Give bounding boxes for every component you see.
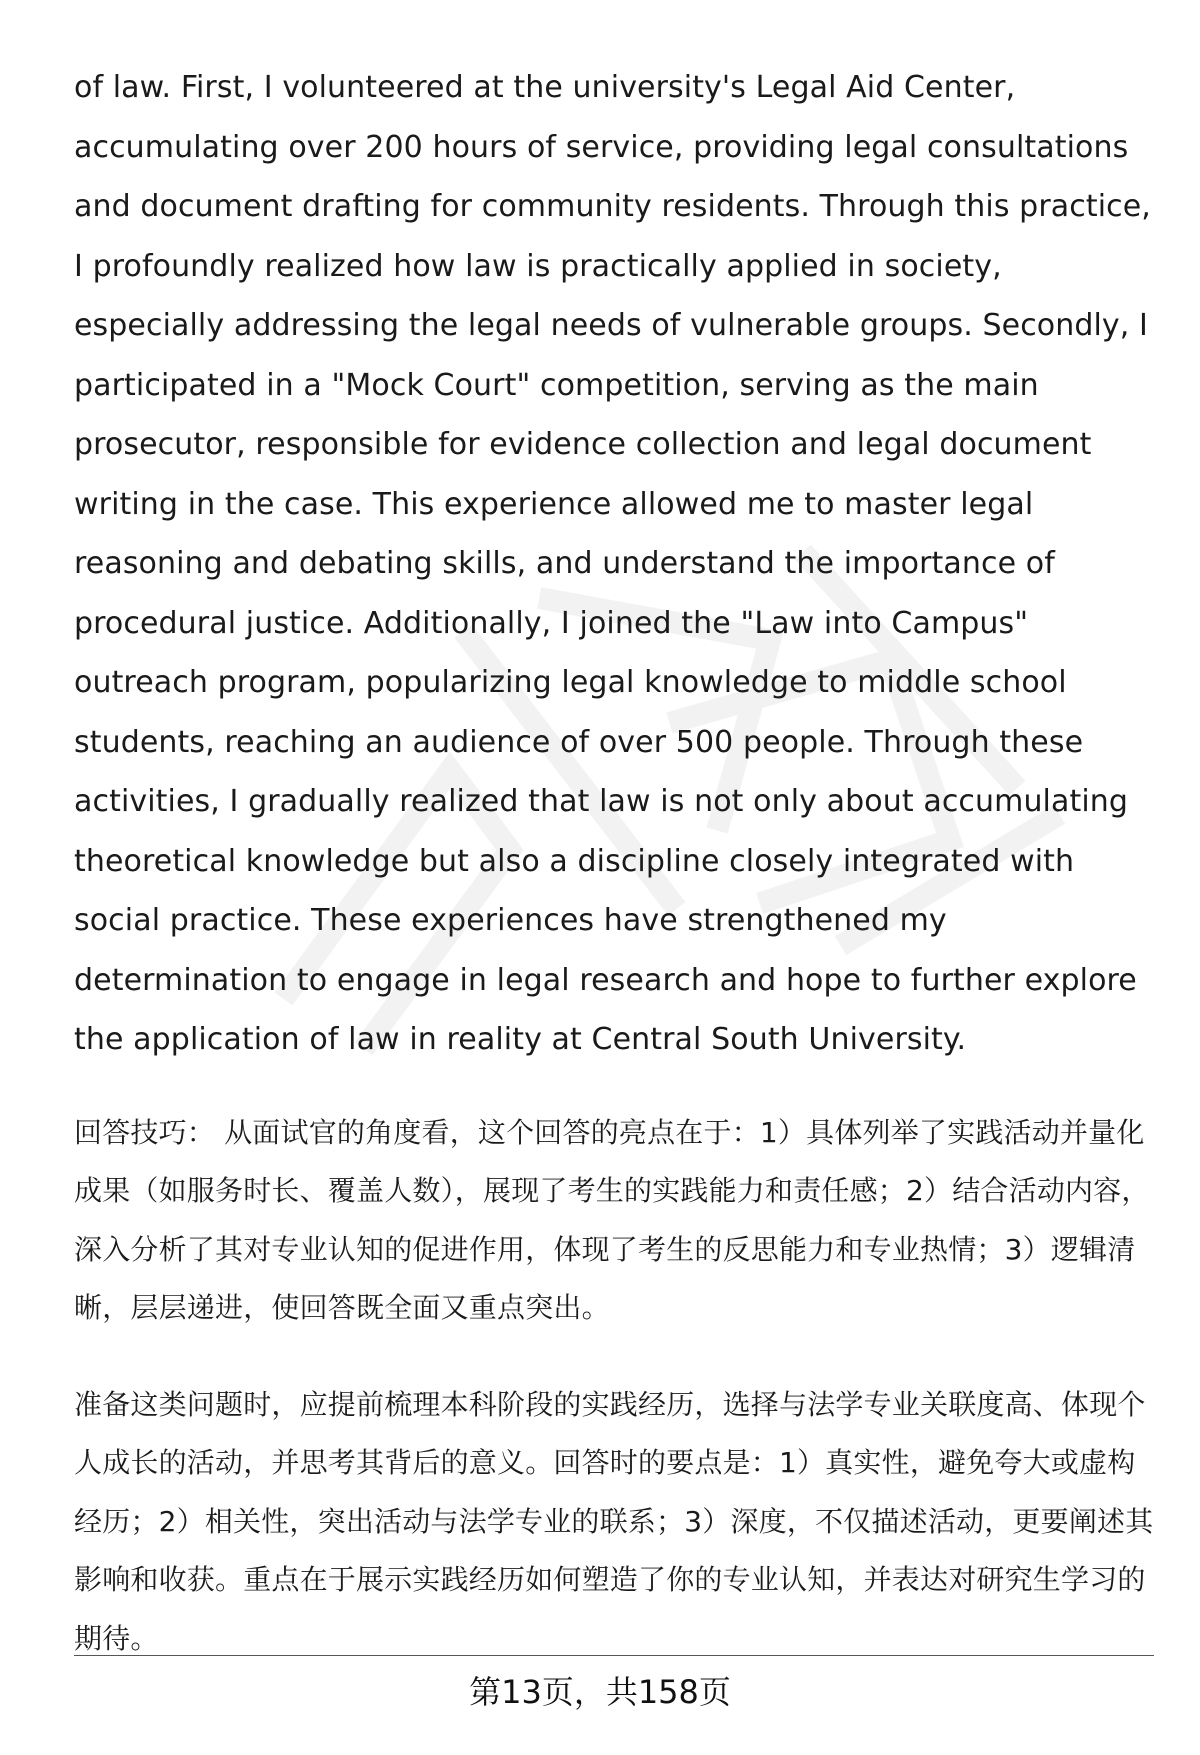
paragraph-answer-text: of law. First, I volunteered at the university's Legal Aid Center, accumulating over 200 hours of service, providing legal consultations and document drafting for community residents. Through this practice, I profoundly realized how law is practically applied in society, especially addressing the legal needs of vulnerable groups. Secondly, I participated in a "Mock Court" competition, serving as the main prosecutor, responsible for evidence collection and legal document writing in the case. This experience allowed me to master legal reasoning and debating skills, and understand the importance of procedural justice. Additionally, I joined the "Law into Campus" outreach program, popularizing legal knowledge to middle school students, reaching an audience of over 500 people. Through these activities, I gradually realized that law is not only about accumulating theoretical knowledge but also a discipline closely integrated with social practice. These experiences have strengthened my determination to engage in legal research and hope to further explore the application of law in reality at Central South University. [74,70,1151,1057]
document-body [74,58,1154,1668]
footer-divider [74,1655,1154,1656]
paragraph-answer-tips: 回答技巧： 从面试官的角度看，这个回答的亮点在于：1）具体列举了实践活动并量化成果（如服务时长、覆盖人数），展现了考生的实践能力和责任感；2）结合活动内容，深入分析了其对专业认知的促进作用，体现了考生的反思能力和专业热情；3）逻辑清晰，层层递进，使回答既全面又重点突出。 [74,1115,1150,1324]
page-number: 第13页，共158页 [469,1673,731,1711]
paragraph-preparation-advice: 准备这类问题时，应提前梳理本科阶段的实践经历，选择与法学专业关联度高、体现个人成长的活动，并思考其背后的意义。回答时的要点是：1）真实性，避免夸大或虚构经历；2）相关性，突出活动与法学专业的联系；3）深度，不仅描述活动，更要阐述其影响和收获。重点在于展示实践经历如何塑造了你的专业认知，并表达对研究生学习的期待。 [74,1387,1154,1655]
